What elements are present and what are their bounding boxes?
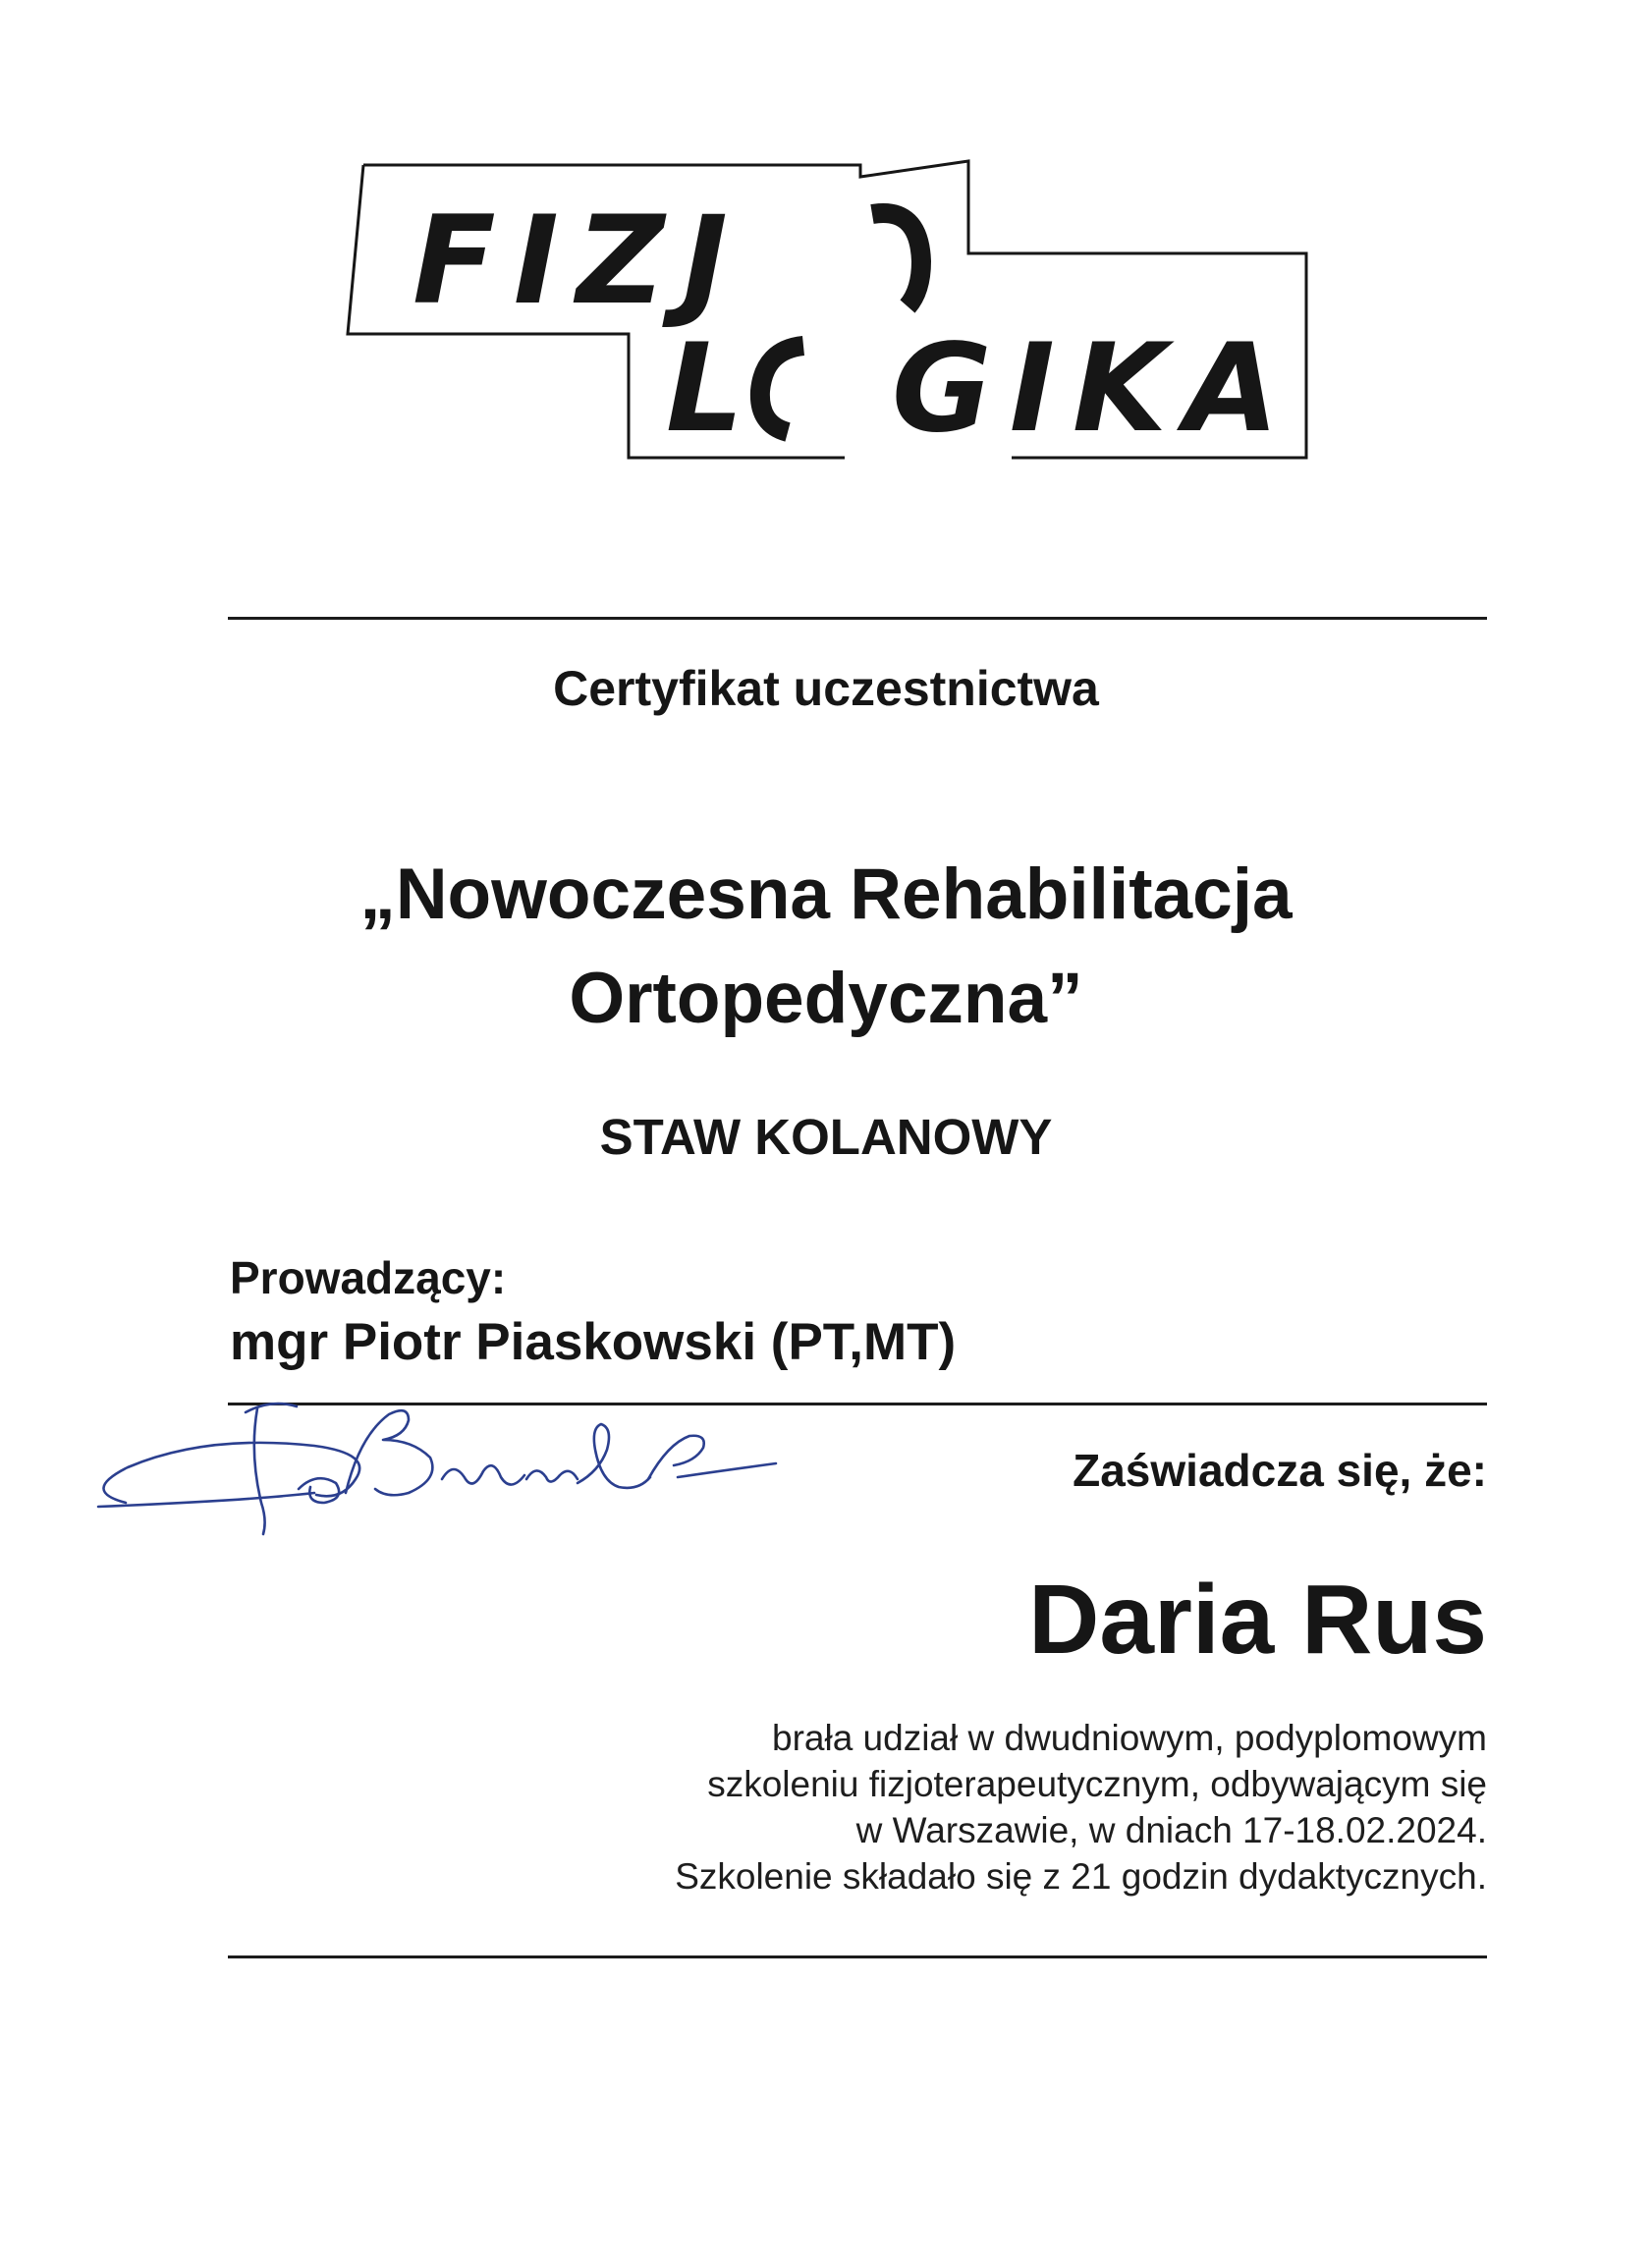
svg-text:FIZJ: FIZJ — [413, 191, 745, 332]
recipient-name: Daria Rus — [1028, 1565, 1487, 1675]
certificate-heading: Certyfikat uczestnictwa — [553, 661, 1099, 716]
course-title — [0, 843, 1652, 1051]
description-line-3: w Warszawie, w dniach 17-18.02.2024. — [855, 1810, 1487, 1850]
course-subtitle: STAW KOLANOWY — [599, 1109, 1053, 1165]
bottom-divider — [228, 1955, 1487, 1958]
description-line-4: Szkolenie składało się z 21 godzin dydaktycznych. — [675, 1856, 1487, 1897]
lecturer-name: mgr Piotr Piaskowski (PT,MT) — [230, 1313, 957, 1371]
handwritten-signature — [88, 1385, 874, 1542]
course-title-line-2: Ortopedyczna” — [569, 959, 1083, 1038]
lecturer-label: Prowadzący: — [230, 1252, 507, 1303]
description-line-1: brała udział w dwudniowym, podyplomowym — [772, 1718, 1487, 1758]
top-divider — [228, 617, 1487, 620]
fizjologika-logo — [334, 147, 1355, 471]
svg-text:GIKA: GIKA — [892, 318, 1296, 460]
training-description — [505, 1715, 1487, 1900]
description-line-2: szkoleniu fizjoterapeutycznym, odbywającym się — [707, 1764, 1487, 1804]
course-title-line-1: „Nowoczesna Rehabilitacja — [359, 854, 1293, 934]
svg-text:L: L — [666, 318, 762, 460]
attestation-label: Zaświadcza się, że: — [1073, 1445, 1487, 1496]
